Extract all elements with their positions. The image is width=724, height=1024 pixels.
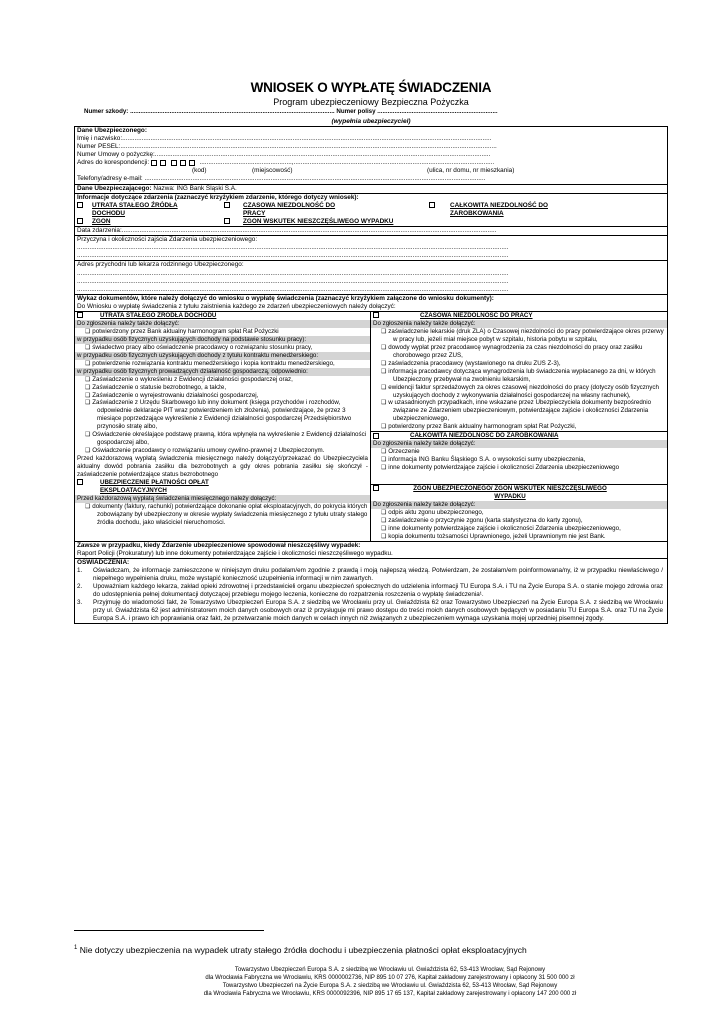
doc-temporary-req: Do zgłoszenia należy także dołączyć: [371, 320, 667, 328]
checkbox-doc-fees[interactable] [77, 479, 83, 485]
option-temporary-inability[interactable]: CZASOWA NIEZDOLNOŚĆ DO PRACY [212, 202, 419, 218]
item-checkbox[interactable]: ❑ [381, 327, 389, 335]
statement-item [77, 583, 665, 599]
doc-death-req: Do zgłoszenia należy także dołączyć: [371, 501, 667, 509]
statement-text: Oświadczam, że informacje zamieszczone w niniejszym druku podałam/em zgodnie z prawdą i moją najlepszą wiedzą. Potwierdzam, że zostałam/em poinformowana/ny, iż w przypadku niewłaściwego / niepełnego wypełnienia druku, może wystąpić konieczność uzupełnienia informacji w nim zawartych. [93, 566, 663, 582]
document-checklist-item[interactable]: ❑ informacja pracodawcy dotycząca wynagrodzenia lub świadczenia wypłacanego za dni, w których Ubezpieczony przebywał na zwolnieniu lekarskim, [381, 367, 656, 383]
document-checklist-item[interactable]: ❑ w uzasadnionych przypadkach, inne wskazane przez Ubezpieczyciela dokumenty bezpośrednio związane ze Zdarzeniem ubezpieczeniowym, potwierdzające zajście i okoliczności Zdarzenia ubezpieczeniowego, [381, 399, 652, 423]
document-checklist-item[interactable]: ❑ Oświadczenie określające podstawę prawną, która wpłynęła na wykreślenie z Ewidencji działalności gospodarczej albo, [85, 431, 367, 447]
company-line: dla Wrocławia Fabryczna we Wrocławiu, KRS 0000002736, NIP 895 10 07 276, Kapitał zakładowy zarejestrowany i opłacony 31 500 000 zł [205, 975, 575, 981]
clinic-line-2[interactable]: ................................................................................................................................................................................................................................................... [77, 277, 509, 285]
document-checklist-item[interactable]: ❑ potwierdzenie rozwiązania kontraktu menedżerskiego i kopia kontraktu menedżerskiego, [85, 359, 335, 367]
company-line: dla Wrocławia Fabryczna we Wrocławiu, KRS 0000092396, NIP 895 17 65 137, Kapitał zakładowy zarejestrowany i opłacony 147 200 000 zł [203, 991, 577, 997]
document-checklist-item[interactable]: ❑ potwierdzony przez Bank aktualny harmonogram spłat Rat Pożyczki [85, 327, 279, 335]
postcode-box-5[interactable] [189, 160, 195, 166]
insurer-label: Dane Ubezpieczającego: [77, 184, 152, 192]
event-options-row1 [77, 202, 665, 218]
doc-group-business: w przypadku osób fizycznych prowadzących działalność gospodarczą, odpowiednio: [75, 368, 370, 376]
circumstances-line-2[interactable]: ................................................................................................................................................................................................................................................... [77, 252, 509, 260]
document-checklist-item[interactable]: ❑ informacja ING Banku Śląskiego S.A. o wysokości sumy ubezpieczenia, [381, 456, 586, 464]
statements-section [75, 559, 667, 623]
item-checkbox[interactable]: ❑ [381, 464, 389, 472]
item-checkbox[interactable]: ❑ [85, 399, 93, 407]
always-heading: Zawsze w przypadku, kiedy Zdarzenie ubezpieczeniowe spowodował nieszczęśliwy wypadek: [77, 541, 361, 549]
loan-number-field[interactable]: Numer Umowy o pożyczkę:............................................................................................................................................................................................. [77, 151, 491, 159]
item-checkbox[interactable]: ❑ [85, 375, 93, 383]
address-label: Adres do korespondencji: [77, 159, 150, 167]
doc-income-loss-title[interactable]: UTRATA STAŁEGO ŹRÓDŁA DOCHODU [75, 312, 370, 320]
document-checklist-item[interactable]: ❑ Orzeczenie [381, 448, 420, 456]
document-checklist-item[interactable]: ❑ Zaświadczenie z Urzędu Skarbowego lub inny dokument (księga przychodów i rozchodów, odpowiednie deklaracje PIT wraz potwierdzeniem ich złożenia), potwierdzające, że przez 3 miesiące poprzedzające wykreślenie z Ewidencji działalności gospodarczej Przedsiębiorstwo przynosiło stratę albo, [85, 399, 352, 431]
item-checkbox[interactable]: ❑ [381, 399, 389, 407]
option-accident-death[interactable]: ZGON WSKUTEK NIESZCZĘŚLIWEGO WYPADKU [212, 218, 524, 226]
checkbox-accident-death[interactable] [224, 218, 230, 224]
statement-number: 2. [77, 582, 83, 590]
always-section [75, 542, 667, 559]
item-checkbox[interactable]: ❑ [381, 524, 389, 532]
statement-item [77, 599, 665, 623]
item-checkbox[interactable]: ❑ [381, 508, 389, 516]
checkbox-total-inability[interactable] [429, 202, 435, 208]
item-checkbox[interactable]: ❑ [381, 532, 389, 540]
address-dots: ....................................................,................................................................................................................. [199, 159, 495, 167]
item-checkbox[interactable]: ❑ [85, 391, 93, 399]
document-checklist-item[interactable]: ❑ odpis aktu zgonu ubezpieczonego, [381, 508, 484, 516]
insurer-section [75, 185, 667, 194]
item-checkbox[interactable]: ❑ [85, 502, 93, 510]
documents-right-column [371, 312, 667, 541]
document-checklist-item[interactable]: ❑ ewidencji faktur sprzedażowych za okres czasowej niezdolności do pracy (dotyczy osób fizycznych uzyskujących dochody z wykonywania działalności gospodarczej na własny rachunek), [381, 383, 659, 399]
documents-heading: Wykaz dokumentów, które należy dołączyć do wniosku o wypłatę świadczenia (zaznaczyć krzyżykiem załączone do wniosku dokumenty): [77, 294, 494, 302]
document-checklist-item[interactable]: ❑ Zaświadczenie o wykreśleniu z Ewidencji działalności gospodarczej oraz, [85, 375, 293, 383]
checkbox-income-loss[interactable] [77, 202, 83, 208]
item-checkbox[interactable]: ❑ [381, 448, 389, 456]
postcode-box-1[interactable] [151, 160, 157, 166]
document-checklist-item[interactable]: ❑ dowody wypłat przez pracodawcę wynagrodzenia za czas niezdolności do pracy oraz zasiłku chorobowego przez ZUS, [381, 343, 643, 359]
doc-temporary-title[interactable]: CZASOWA NIEZDOLNOŚĆ DO PRACY [371, 312, 667, 320]
item-checkbox[interactable]: ❑ [85, 383, 93, 391]
option-total-inability[interactable]: CAŁKOWITA NIEZDOLNOŚĆ DO ZAROBKOWANIA [419, 202, 629, 218]
always-text: Raport Policji (Prokuratury) lub inne dokumenty potwierdzające zajście i okoliczności nieszczęśliwego wypadku. [77, 549, 393, 557]
circumstances-line-1[interactable]: ................................................................................................................................................................................................................................................... [77, 244, 509, 252]
contact-field[interactable]: Telefony/adresy e-mail: ................................................................................................................................................................................................ [77, 175, 486, 183]
document-checklist-item[interactable]: ❑ dokumenty (faktury, rachunki) potwierdzające dokonanie opłat eksploatacyjnych, do pokrycia których zobowiązany był ubezpieczony w okresie wypłaty świadczenia miesięcznego z tytułu utraty stałego źródła dochodu, jako właściciel nieruchomości. [85, 502, 368, 526]
document-checklist-item[interactable]: ❑ inne dokumenty potwierdzające zajście i okoliczności Zdarzenia ubezpieczeniowego [381, 464, 620, 472]
item-checkbox[interactable]: ❑ [85, 359, 93, 367]
footnote-text: Nie dotyczy ubezpieczenia na wypadek utraty stałego źródła dochodu i ubezpieczenia płatności opłat eksploatacyjnych [77, 945, 527, 955]
company-line: Towarzystwo Ubezpieczeń Europa S.A. z siedzibą we Wrocławiu ul. Gwiaździsta 62, 53-413 Wrocław, Sąd Rejonowy [234, 967, 546, 973]
doc-req-label: Do zgłoszenia należy także dołączyć: [75, 320, 370, 328]
document-checklist-item[interactable]: ❑ Zaświadczenie o wyrejestrowaniu działalności gospodarczej, [85, 391, 259, 399]
event-heading: Informacje dotyczące zdarzenia (zaznaczyć krzyżykiem zdarzenie, którego dotyczy wniosek): [77, 193, 359, 201]
item-checkbox[interactable]: ❑ [381, 343, 389, 351]
checkbox-temporary-inability[interactable] [224, 202, 230, 208]
footnote-mark: 1 [74, 945, 78, 952]
doc-total-req: Do zgłoszenia należy także dołączyć: [371, 440, 667, 448]
documents-left-column [75, 312, 371, 541]
pesel-field[interactable]: Numer PESEL:.................................................................................................................................................................................................................... [77, 143, 497, 151]
insured-heading: Dane Ubezpieczonego: [77, 127, 147, 134]
document-checklist-item[interactable]: ❑ zaświadczenie o przyczynie zgonu (karta statystyczna do karty zgonu), [381, 516, 583, 524]
company-info [100, 966, 680, 998]
insured-section [75, 127, 667, 185]
clinic-label: Adres przychodni lub lekarza rodzinnego Ubezpieczonego: [77, 261, 244, 269]
insurer-value: Nazwa: ING Bank Śląski S.A. [151, 184, 237, 192]
name-field[interactable]: Imię i nazwisko:................................................................................................................................................................................................................ [77, 135, 492, 143]
claim-policy-number-line[interactable]: Numer szkody: ....................................................................................................................... Numer polisy ...................................................................... [84, 108, 498, 115]
document-checklist-item[interactable]: ❑ zaświadczenia pracodawcy (wystawionego na druku ZUS Z-3), [381, 359, 561, 367]
statement-number: 3. [77, 598, 83, 606]
doc-death-title[interactable]: ZGON UBEZPIECZONEGO/ ZGON WSKUTEK NIESZCZĘŚLIWEGO WYPADKU [371, 485, 667, 501]
checkbox-death[interactable] [77, 218, 83, 224]
form-subtitle: Program ubezpieczeniowy Bezpieczna Pożyczka [273, 97, 469, 107]
item-checkbox[interactable]: ❑ [381, 367, 389, 375]
document-checklist-item[interactable]: ❑ potwierdzony przez Bank aktualny harmonogram spłat Rat Pożyczki, [381, 423, 577, 431]
insurer-fill-note: (wypełnia ubezpieczyciel) [331, 118, 411, 125]
item-checkbox[interactable]: ❑ [381, 359, 389, 367]
document-checklist-item[interactable]: ❑ zaświadczenie lekarskie (druk ZLA) o Czasowej niezdolności do pracy potwierdzające okres przerwy w pracy lub, jeżeli miał miejsce pobyt w szpitalu, historia pobytu w szpitalu, [381, 327, 664, 343]
checkbox-doc-temporary[interactable] [373, 312, 379, 318]
address-kod-caption: (kod) [192, 167, 207, 175]
statements-heading: OŚWIADCZENIA: [77, 558, 130, 566]
address-street-caption: (ulica, nr domu, nr mieszkania) [427, 167, 515, 175]
doc-fees-title[interactable]: UBEZPIECZENIE PŁATNOŚCI OPŁAT EKSPLOATACYJNYCH [75, 479, 370, 495]
doc-monthly-note: Przed każdorazową wypłatą świadczenia miesięcznego należy dołączyć/przekazać do Ubezpieczyciela aktualny dowód pobrania zasiłku dla bezrobotnych a gdy okres pobrania zasiłku się skończył - zaświadczenie potwierdzające status bezrobotnego [77, 455, 368, 479]
clinic-line-1[interactable]: ................................................................................................................................................................................................................................................... [77, 269, 509, 277]
item-checkbox[interactable]: ❑ [381, 516, 389, 524]
document-checklist-item[interactable]: ❑ Oświadczenie pracodawcy o rozwiązaniu umowy cywilno-prawnej z Ubezpieczonym. [85, 447, 325, 455]
statement-item [77, 567, 665, 583]
checkbox-doc-death[interactable] [373, 485, 379, 491]
checkbox-doc-total[interactable] [373, 433, 379, 439]
item-checkbox[interactable]: ❑ [85, 447, 93, 455]
circumstances-section [75, 236, 667, 261]
address-captions [77, 167, 665, 175]
documents-heading-section [75, 295, 667, 312]
statement-text: Przyjmuję do wiadomości fakt, że Towarzystwo Ubezpieczeń Europa S.A. z siedzibą we Wrocławiu przy ul. Gwiaździsta 62 oraz Towarzystwo Ubezpieczeń na Życie Europa S.A. z siedzibą we Wrocławiu przy ul. Gwiaździsta 62 jest administratorem moich danych osobowych oraz iż przysługuje mi prawo dostępu do treści moich danych osobowych będących w posiadaniu TU Europa S.A. oraz TU na Życie Europa S.A. i prawo ich poprawiania oraz fakt, że przetwarzanie moich danych w celach innych niż związanych z ubezpieczeniem wymaga uzyskania mojej uprzedniej pisemnej zgody. [93, 598, 663, 622]
form-frame [74, 126, 668, 624]
event-section [75, 194, 667, 227]
postcode-box-4[interactable] [180, 160, 186, 166]
postcode-box-3[interactable] [171, 160, 177, 166]
item-checkbox[interactable]: ❑ [85, 431, 93, 439]
item-checkbox[interactable]: ❑ [85, 343, 93, 351]
item-checkbox[interactable]: ❑ [381, 383, 389, 391]
form-title: WNIOSEK O WYPŁATĘ ŚWIADCZENIA [250, 80, 492, 95]
document-checklist-item[interactable]: ❑ inne dokumenty potwierdzające zajście i okoliczności Zdarzenia ubezpieczeniowego, [381, 524, 621, 532]
company-line: Towarzystwo Ubezpieczeń na Życie Europa S.A. z siedzibą we Wrocławiu ul. Gwiaździsta 62, 53-413 Wrocław, Sąd Rejonowy [222, 983, 558, 989]
statement-number: 1. [77, 566, 83, 574]
document-checklist-item[interactable]: ❑ kopia dokumentu tożsamości Uprawnionego, jeżeli Uprawnionym nie jest Bank. [381, 532, 606, 540]
footnote-rule [74, 930, 264, 931]
circumstances-label: Przyczyna i okoliczności zajścia Zdarzenia ubezpieczeniowego: [77, 236, 258, 244]
doc-total-title[interactable]: CAŁKOWITA NIEZDOLNOŚĆ DO ZAROBKOWANIA [371, 432, 667, 440]
footnote [74, 945, 674, 955]
event-options-row2 [77, 218, 665, 226]
document-checklist-item[interactable]: ❑ świadectwo pracy albo oświadczenie pracodawcy o rozwiązaniu stosunku pracy, [85, 343, 313, 351]
clinic-line-3[interactable]: ................................................................................................................................................................................................................................................... [77, 285, 509, 293]
option-income-loss[interactable]: UTRATA STAŁEGO ŹRÓDŁA DOCHODU [77, 202, 212, 218]
address-field[interactable] [77, 159, 665, 167]
postcode-box-2[interactable] [160, 160, 166, 166]
documents-columns [75, 312, 667, 542]
checkbox-doc-income-loss[interactable] [77, 312, 83, 318]
address-city-caption: (miejscowość) [252, 167, 293, 175]
item-checkbox[interactable]: ❑ [85, 327, 93, 335]
event-date-section [75, 227, 667, 236]
document-checklist-item[interactable]: ❑ Zaświadczenie o statusie bezrobotnego, a także, [85, 383, 227, 391]
doc-group-manager: w przypadku osób fizycznych uzyskujących dochody z tytułu kontraktu menedżerskiego: [75, 352, 370, 360]
documents-intro: Do Wniosku o wypłatę świadczenia z tytułu zaistnienia każdego ze zdarzeń ubezpieczeniowych należy dołączyć: [77, 302, 396, 310]
event-date-field[interactable]: Data zdarzenia:................................................................................................................................................................................................................... [77, 227, 497, 235]
doc-group-employment: w przypadku osób fizycznych uzyskujących dochody na podstawie stosunku pracy): [75, 336, 370, 344]
clinic-section [75, 261, 667, 294]
doc-fees-req: Przed każdorazową wypłatą świadczenia miesięcznego należy dołączyć: [75, 495, 370, 503]
item-checkbox[interactable]: ❑ [381, 423, 389, 431]
option-death[interactable]: ZGON [77, 218, 212, 226]
item-checkbox[interactable]: ❑ [381, 456, 389, 464]
statement-text: Upoważniam każdego lekarza, zakład opieki zdrowotnej i przedstawicieli organu ubezpieczeń społecznych do udzielenia informacji TU Europa S.A. i TU na Życie Europa S.A. o stanie mojego zdrowia oraz do udostępnienia pełnej dokumentacji dotyczącej przebiegu mojego leczenia, konieczne do rozpatrzenia roszczenia o wypłatę świadczenia¹. [93, 582, 663, 598]
